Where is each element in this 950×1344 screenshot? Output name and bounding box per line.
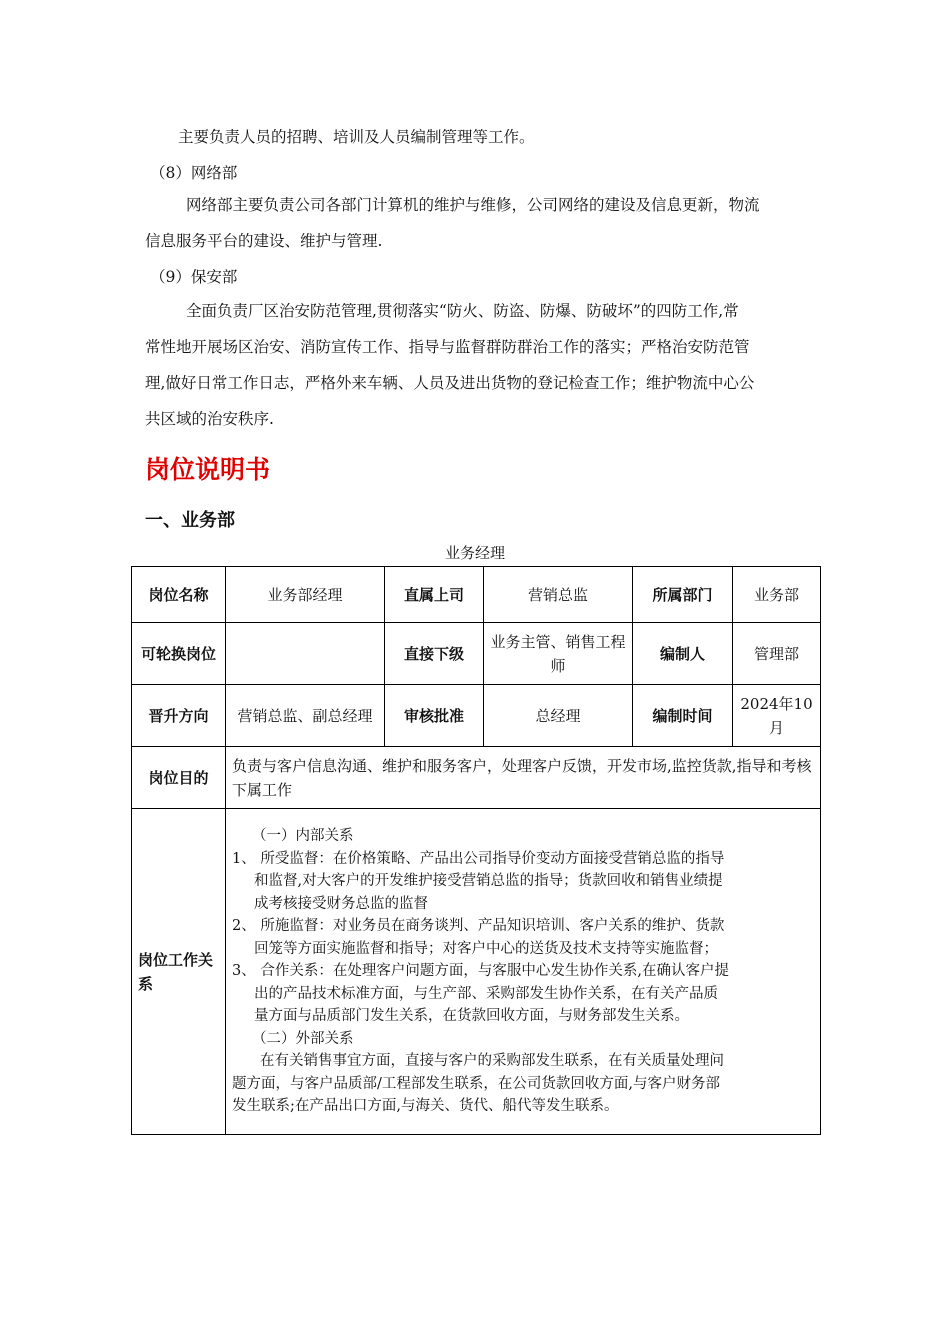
label-cell: 晋升方向 (132, 685, 226, 747)
network-text-line: 网络部主要负责公司各部门计算机的维护与维修，公司网络的建设及信息更新，物流 (186, 196, 760, 214)
security-text-line: 常性地开展场区治安、消防宣传工作、指导与监督群防群治工作的落实；严格治安防范管 (145, 338, 750, 356)
value-cell: 2024年10月 (733, 685, 821, 747)
value-cell: 营销总监、副总经理 (226, 685, 385, 747)
label-cell: 可轮换岗位 (132, 623, 226, 685)
section-heading-network: （8）网络部 (150, 164, 238, 182)
value-cell: 营销总监 (484, 567, 633, 623)
label-cell: 岗位工作关系 (132, 809, 226, 1135)
table-row (132, 567, 821, 623)
purpose-cell: 负责与客户信息沟通、维护和服务客户，处理客户反馈，开发市场,监控货款,指导和考核下属工作 (226, 747, 821, 809)
document-title: 岗位说明书 (145, 455, 271, 484)
internal-title: （一）内部关系 (252, 828, 354, 845)
job-description-table (131, 566, 821, 1135)
relation-line: 量方面与品质部门发生关系，在货款回收方面，与财务部发生关系。 (254, 1008, 689, 1025)
label-cell: 岗位目的 (132, 747, 226, 809)
value-cell: 总经理 (484, 685, 633, 747)
security-text-line: 共区域的治安秩序. (145, 410, 274, 428)
label-cell: 审核批准 (385, 685, 484, 747)
relation-line: 3、 合作关系：在处理客户问题方面，与客服中心发生协作关系,在确认客户提 (232, 963, 729, 980)
table-row (132, 685, 821, 747)
relation-line: 回笼等方面实施监督和指导；对客户中心的送货及技术支持等实施监督； (254, 940, 718, 957)
value-cell: 业务部 (733, 567, 821, 623)
table-row (132, 747, 821, 809)
relation-line: 题方面，与客户品质部/工程部发生联系，在公司货款回收方面,与客户财务部 (232, 1075, 720, 1092)
section-heading-sales: 一、业务部 (145, 510, 235, 531)
relation-line: 在有关销售事宜方面，直接与客户的采购部发生联系，在有关质量处理问 (260, 1053, 724, 1070)
label-cell: 所属部门 (633, 567, 733, 623)
table-caption: 业务经理 (444, 544, 505, 562)
relation-line: 2、 所施监督：对业务员在商务谈判、产品知识培训、客户关系的维护、货款 (232, 918, 725, 935)
label-cell: 岗位名称 (132, 567, 226, 623)
relation-line: 发生联系;在产品出口方面,与海关、货代、船代等发生联系。 (232, 1098, 619, 1115)
table-row (132, 809, 821, 1135)
relation-line: 出的产品技术标准方面，与生产部、采购部发生协作关系，在有关产品质 (254, 985, 718, 1002)
label-cell: 直接下级 (385, 623, 484, 685)
label-cell: 编制时间 (633, 685, 733, 747)
label-cell: 直属上司 (385, 567, 484, 623)
value-cell: 业务主管、销售工程师 (484, 623, 633, 685)
relation-line: 成考核接受财务总监的监督 (254, 895, 428, 912)
security-text-line: 全面负责厂区治安防范管理,贯彻落实“防火、防盗、防爆、防破坏”的四防工作,常 (186, 302, 739, 320)
external-title: （二）外部关系 (252, 1030, 354, 1047)
value-cell: 业务部经理 (226, 567, 385, 623)
network-text-line: 信息服务平台的建设、维护与管理. (145, 232, 383, 250)
section-heading-security: （9）保安部 (150, 268, 238, 286)
relation-line: 和监督,对大客户的开发维护接受营销总监的指导；货款回收和销售业绩提 (254, 873, 723, 890)
security-text-line: 理,做好日常工作日志，严格外来车辆、人员及进出货物的登记检查工作；维护物流中心公 (145, 374, 755, 392)
relations-cell (226, 809, 821, 1135)
label-cell: 编制人 (633, 623, 733, 685)
table-row (132, 623, 821, 685)
relation-line: 1、 所受监督：在价格策略、产品出公司指导价变动方面接受营销总监的指导 (232, 850, 725, 867)
intro-line: 主要负责人员的招聘、培训及人员编制管理等工作。 (178, 128, 535, 146)
value-cell (226, 623, 385, 685)
value-cell: 管理部 (733, 623, 821, 685)
